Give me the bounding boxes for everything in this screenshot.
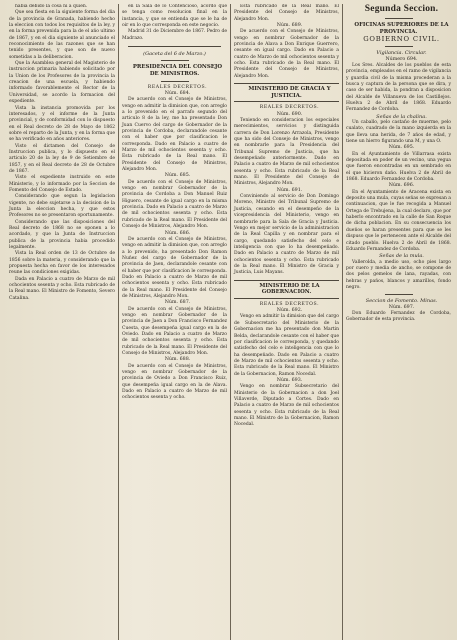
decree-text: Teniendo en consideracion los especiales merecimientos, servicios y distinguida carrera de Don Lorenzo Arrazola, Presidente que ha sido del Consejo de Ministros, vengo en nombrarle para la Presidencia del Tribunal Supremo de Justicia, que ha desempeñado anteriormente. Dado en Palacio a cuatro de Marzo de mil ochocientos sesenta y ocho. Esta rubricado de la Real mano. El Presidente del Consejo de Ministros, Alejandro Mon. bbox=[234, 118, 339, 187]
paragraph: Madrid 31 de Diciembre de 1867. Pedro de Madrazo. bbox=[122, 29, 227, 41]
divider bbox=[128, 46, 221, 47]
decree-number: Núm. 690. bbox=[276, 111, 303, 117]
paragraph: Considerando que las disposiciones del Real decreto de 1868 no se oponen a lo acordado, y que la Junta de Instruccion publica de la provincia habia procedido legalmente. bbox=[9, 219, 115, 251]
paragraph: Visto el expediente instruido en este Ministerio, y lo informado por la Seccion de Fomento del Consejo de Estado. bbox=[9, 175, 115, 193]
paragraph: Que la Asamblea general del Magisterio de instruccion primaria habiendo solicitado por la Union de los Profesores de la provincia la creacion de una escuela, y habiendo informado favorablemente el Rector de la Universidad, se acordo la formacion del expediente. bbox=[9, 61, 115, 105]
paragraph: Vista la instancia promovida por los interesados, y el informe de la Junta provincial, y de conformidad con lo dispuesto en el Real decreto de 28 de Mayo de 1862 sobre el reparto de la Junta, y en la forma que se ha verificado en años anteriores. bbox=[9, 105, 115, 143]
paragraph: Dada en Palacio a cuatro de Marzo de mil ochocientos sesenta y ocho. Esta rubricado de la Real mano. El Ministro de Fomento, Severo Catalina. bbox=[9, 276, 115, 301]
gazette-date: (Gaceta del 6 de Marzo.) bbox=[143, 51, 206, 58]
decree-text: Conviniendo al servicio de Don Domingo Moreno, Ministro del Tribunal Supremo de Justicia, cesando en el desempeño de la vicepresidencia del Ministerio, vengo en nombrarle para la Sala de Gracia y Justicia. Vengo en mejor servicio de la administracion de la Real Capilla y en nombrar para el cargo, quedando satisfecho del celo e inteligencia con que lo ha desempeñado. Dado en Palacio a cuatro de Marzo de mil ochocientos sesenta y ocho. Esta rubricado de la Real mano. El Ministro de Gracia y Justicia, Luis Mayans. bbox=[234, 194, 339, 276]
decree-number: Núm. 697. bbox=[388, 304, 415, 310]
decrees-title: REALES DECRETOS. bbox=[259, 105, 320, 111]
ministry-heading: MINISTERIO DE LA GOBERNACION. bbox=[259, 282, 320, 296]
decree-text: De acuerdo con el Consejo de Ministros, vengo en nombrar Gobernador de la provincia de Jaen a Don Francisco Fernandez Cuesta, que desempeña igual cargo en la de Oviedo. Dado en Palacio a cuatro de Marzo de mil ochocientos sesenta y ocho. Esta rubricado de la Real mano. El Presidente del Consejo de Ministros, Alejandro Mon. bbox=[122, 306, 227, 357]
decree-number: Núm. 686. bbox=[164, 230, 191, 236]
divider bbox=[385, 294, 413, 295]
paragraph: Considerando que segun la legislacion vigente, no debe sujetarse a la decision de la Junta la eleccion hecha, y que estos Profesores no se presentaron oportunamente. bbox=[9, 194, 115, 219]
ministry-frame bbox=[234, 83, 339, 102]
ministry-heading: MINISTERIO DE GRACIA Y JUSTICIA. bbox=[248, 86, 331, 99]
decree-number: Núm. 689. bbox=[276, 23, 303, 29]
decree-number: Núm. 687. bbox=[164, 300, 191, 306]
decree-number: Núm. 688. bbox=[164, 357, 191, 363]
paragraph: Esta rubricado de la Real mano. El Presidente del Consejo de Ministros, Alejandro Mon. bbox=[234, 4, 339, 22]
paragraph: Que sea fiesta en la siguiente forma del dia de la provincia de Granada, habiendo hecho la eleccion con todos los requisitos de la ley, y en la forma prevenida para la de el año ultimo de 1867, y en el dia siguiente al anunciado el reconocimiento de las razones que se han tenido presentes, y que son de nuevo sometidas a la deliberacion. bbox=[9, 10, 115, 60]
fomento-heading: Seccion de Fomento. Minas. bbox=[365, 298, 438, 305]
decree-text: De acuerdo con el Consejo de Ministros, vengo en admitir la dimision que, con arreglo a lo prevenido, ha presentado Don Ramon Nuñez del cargo de Gobernador de la provincia de Jaen, declarandole cesante con el haber que por clasificacion le corresponda. Dado en Palacio a cuatro de Marzo de mil ochocientos sesenta y ocho. Esta rubricado de la Real mano. El Presidente del Consejo de Ministros, Alejandro Mon. bbox=[122, 236, 227, 299]
decree-number: Núm. 685. bbox=[164, 173, 191, 179]
divider bbox=[161, 60, 189, 61]
divider bbox=[161, 81, 189, 82]
decree-text: Don Eduardo Fernandez de Cordoba, Gobernador de esta provincia. bbox=[346, 310, 451, 323]
signals-heading: Señas de la chalina. bbox=[376, 113, 427, 120]
column-4 bbox=[342, 4, 454, 640]
decree-number: Núm. 696. bbox=[388, 183, 415, 189]
mule-heading: Señas de la mula. bbox=[379, 253, 424, 260]
column-2 bbox=[118, 4, 230, 640]
decree-number: Núm. 684. bbox=[164, 90, 191, 96]
decree-number: Núm. 692. bbox=[276, 308, 303, 314]
paragraph: en la Sala de lo Contencioso, acordo que se tenga como resolucion final en la instancia, y que se entienda que se le ha de oir en lo que corresponda en este negocio. bbox=[122, 4, 227, 29]
decree-text: Vengo en nombrar Subsecretario del Ministerio de la Gobernacion a don Joel Villaverde, Diputado a Cortes. Dado en Palacio a cuatro de Marzo de mil ochocientos sesenta y ocho. Esta rubricado de la Real mano. El Ministro de la Gobernacion, Ramon Nocedal. bbox=[234, 384, 339, 428]
decree-text: Los Sres. Alcaldes de los pueblos de esta provincia, empleados en el ramo de vigilancia y guardia civil de la misma procederan a la busca y captura de la persona que se dira, y caso de ser habida, la pondran a disposicion del Alcalde de Villanueva de los Castillejos. Huelva 2 de Abril de 1868. Eduardo Fernandez de Cordoba. bbox=[346, 62, 451, 113]
column-1 bbox=[6, 4, 118, 640]
divider bbox=[385, 18, 413, 19]
decree-number: Núm. 695. bbox=[388, 145, 415, 151]
decree-text: De acuerdo con el Consejo de Ministros, vengo en nombrar Gobernador de la provincia de Cordoba a Don Manuel Ruiz Higuero, cesante de igual cargo en la misma provincia. Dado en Palacio a cuatro de Marzo de mil ochocientos sesenta y ocho. Esta rubricado de la Real mano. El Presidente del Consejo de Ministros, Alejandro Mon. bbox=[122, 179, 227, 230]
ministry-frame bbox=[234, 280, 339, 299]
paragraph: Vista la Real orden de 13 de Octubre de 1856 sobre la materia, y considerando que la propuesta hecha en favor de los interesados reune las condiciones exigidas. bbox=[9, 251, 115, 276]
decree-text: Vengo en admitir la dimision que del cargo de Subsecretario del Ministerio de la Gobernacion me ha presentado don Martin Belda, declarandole cesante con el haber que por clasificacion le corresponda, y quedando satisfecho del celo e inteligencia con que lo ha desempeñado. Dado en Palacio a cuatro de Marzo de mil ochocientos sesenta y ocho. Esta rubricado de la Real mano. El Ministro de la Gobernacion, Ramon Nocedal. bbox=[234, 314, 339, 377]
decree-number: Núm. 691. bbox=[276, 187, 303, 193]
decree-text: En el Ayuntamiento de Villarrasa exista depositada en poder de un vecino, una yegua que fueron encontradas en un sembrado en el que hicieron daño. Huelva 2 de Abril de 1868. Eduardo Fernandez de Cordoba. bbox=[346, 151, 451, 183]
vigilance-heading: Vigilancia. Circular. bbox=[376, 50, 427, 57]
section-title: Segunda Seccion. bbox=[364, 4, 439, 14]
offices-heading: OFICINAS SUPERIORES DE LA PROVINCIA. bbox=[354, 22, 449, 35]
divider bbox=[385, 46, 413, 47]
mule-text: Vallerolda, a medio uso, ocho pies largo por cuero y media de ancho, se compone de dos pelos gemelos de lana, rayadas, con hebras y paños, blancos y amarillos, fondo negro. bbox=[346, 259, 451, 290]
ministry-heading: PRESIDENCIA DEL CONSEJO DE MINISTROS. bbox=[132, 64, 223, 77]
paragraph: Visto el dictamen del Consejo de Instruccion publica, y lo dispuesto en el articulo 20 de la ley de 9 de Setiembre de 1857, y en el Real decreto de 28 de Octubre de 1867. bbox=[9, 143, 115, 174]
government-heading: GOBIERNO CIVIL. bbox=[363, 35, 440, 44]
signals-text: Un caballo, pelo castaño de muerme, pelo cualato, cuadrado de la mano izquierda en la que lleva una herida, de 7 años de edad, y tiene un hierro figurando una M, y una O. bbox=[346, 119, 451, 144]
decree-number: Núm. 693. bbox=[276, 377, 303, 383]
decree-text: De acuerdo con el Consejo de Ministros, vengo en admitir la dimision que, con arreglo a lo prevenido en el parrafo segundo del articulo 8 de la ley, me ha presentado Don Juan Cuervo del cargo de Gobernador de la provincia de Cordoba, declarandole cesante con el haber que por clasificacion le corresponda. Dado en Palacio a cuatro de Marzo de mil ochocientos sesenta y ocho. Esta rubricado de la Real mano. El Presidente del Consejo de Ministros, Alejandro Mon. bbox=[122, 97, 227, 173]
decree-text: En el Ayuntamiento de Aracena exista en deposito una mula, cuyas señas se expresan a continuacion, que le fue recogida a Manuel Ortega de Trebujena, la cual declaro, que por haberlo encontrado en la calle de San Roque de dicha poblacion. En su consecuencia los dueños se haran presentes para que se les dispuso que le pertenecen ante el Alcalde del citado pueblo. Huelva 2 de Abril de 1868. Eduardo Fernandez de Cordoba. bbox=[346, 189, 451, 252]
decrees-title: REALES DECRETOS. bbox=[147, 84, 208, 90]
decrees-title: REALES DECRETOS. bbox=[259, 301, 320, 307]
decree-number: Número 694. bbox=[385, 56, 418, 62]
column-3 bbox=[230, 4, 342, 640]
decree-text: De acuerdo con el Consejo de Ministros, vengo en nombrar Gobernador de la provincia de Oviedo a Don Francisco Ruiz, que desempeña igual cargo en la de Alava. Dado en Palacio a cuatro de Marzo de mil ochocientos sesenta y ocho. bbox=[122, 363, 227, 401]
paragraph: habia debido la cosa ni a quien. bbox=[15, 4, 88, 9]
decree-text: De acuerdo con el Consejo de Ministros, vengo en nombrar Gobernador de la provincia de Alava a Don Enrique Guerrero, cesante en igual cargo. Dado en Palacio a cuatro de Marzo de mil ochocientos sesenta y ocho. Esta rubricado de la Real mano. El Presidente del Consejo de Ministros, Alejandro Mon. bbox=[234, 29, 339, 79]
